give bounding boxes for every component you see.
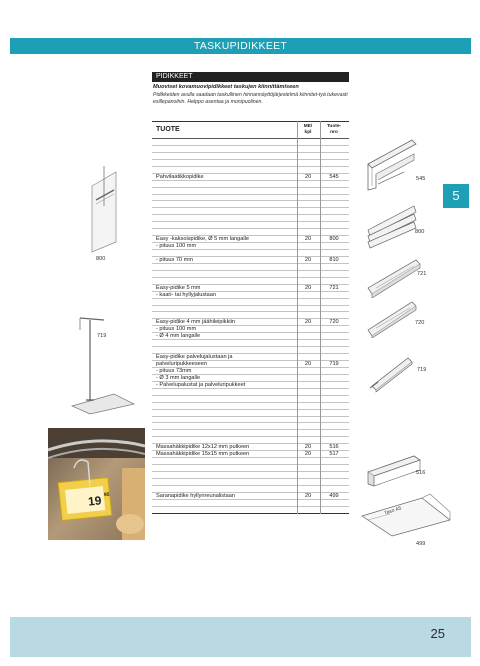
holder-516-illustration [364, 452, 424, 488]
store-shelf-photo [48, 428, 145, 540]
holder-721-illustration [366, 254, 422, 298]
header-qty-line2: kpl [304, 130, 312, 135]
product-cell: - pituus 73mm [156, 367, 192, 374]
section-intro: Pidikkeiden avulla saadaan taskullinen hinnannäyttöjärjestelmä kiinnitet-tyä tukevasti esillepanoihin. Helppo asentaa ja monipuolinen. [153, 92, 348, 106]
product-cell: - Ø 3 mm langalle [156, 374, 201, 381]
page-footer-bar [10, 617, 471, 657]
qty-cell: 20 [304, 236, 312, 243]
header-qty-line1: ME/ [303, 124, 313, 129]
label-516: 516 [416, 470, 426, 476]
holder-545-illustration [364, 134, 420, 196]
product-cell: Easy -kaksoispidike, Ø 5 mm langalle [156, 236, 249, 243]
holder-719-illustration [368, 352, 418, 394]
qty-cell: 20 [304, 173, 312, 180]
label-719-left: 719 [97, 333, 107, 339]
code-cell: 721 [329, 284, 339, 291]
qty-cell: 20 [304, 319, 312, 326]
holder-800-illustration [366, 202, 418, 250]
photo-price: 19 [87, 493, 103, 509]
product-cell: Pahvilaatikkopidike [156, 173, 204, 180]
section-subtitle: Muoviset kovamuovipidikkeet taskujen kiinnittämiseen [153, 84, 299, 90]
product-cell: - Ø 4 mm langalle [156, 333, 201, 340]
page-header-bar [10, 38, 471, 54]
code-cell: 499 [329, 492, 339, 499]
product-cell: - kaari- tai hyllyjalustaan [156, 291, 217, 298]
section-title: PIDIKKEET [156, 73, 193, 80]
product-cell: Massahäkkipidike 12x12 mm putkeen [156, 444, 250, 451]
qty-cell: 20 [304, 256, 312, 263]
section-title-bar [152, 72, 349, 82]
photo-price-cents: 95 [103, 491, 110, 499]
product-cell: Massahäkkipidike 15x15 mm putkeen [156, 451, 250, 458]
header-code [323, 124, 345, 136]
product-cell: Easy-pidike 4 mm jäähileipikkiin [156, 319, 235, 326]
product-cell: - pituus 70 mm [156, 256, 193, 263]
code-cell: 720 [329, 319, 339, 326]
product-cell: - pituus 100 mm [156, 243, 197, 250]
holder-499-illustration [360, 492, 452, 538]
code-cell: 719 [329, 361, 339, 367]
label-719-right: 719 [417, 367, 427, 373]
code-cell: 517 [329, 451, 339, 458]
label-720: 720 [415, 320, 425, 326]
code-cell: 800 [329, 236, 339, 243]
code-cell: 810 [329, 256, 339, 263]
product-cell: - pituus 100 mm [156, 326, 197, 333]
tag-499-text: Taso A5 [383, 505, 403, 517]
code-cell: 545 [329, 173, 339, 180]
column-divider [297, 121, 298, 514]
qty-cell: 20 [304, 284, 312, 291]
code-cell: 516 [329, 444, 339, 451]
label-721: 721 [417, 271, 427, 277]
product-cell: - Palvelupalustat ja palveluripukkeet [156, 381, 246, 388]
qty-cell: 20 [304, 492, 312, 499]
label-800-right: 800 [415, 229, 425, 235]
qty-cell: 20 [304, 451, 312, 458]
qty-cell: 20 [304, 361, 312, 367]
product-cell: Saranapidike hyllynreunalistaan [156, 492, 235, 499]
stand-719-illustration [60, 310, 140, 416]
product-cell: Easy-pidike palvelujalustaan ja [156, 354, 233, 361]
qty-cell: 20 [304, 444, 312, 451]
header-qty [300, 124, 316, 136]
label-800-left: 800 [96, 256, 106, 262]
product-photo [48, 428, 145, 540]
header-code-line2: nro [330, 130, 338, 135]
product-cell: palveluripukkeeseen [156, 361, 207, 367]
label-499: 499 [416, 541, 426, 547]
header-code-line1: Tuote- [326, 124, 342, 129]
holder-800-display-illustration [84, 166, 124, 254]
product-table [152, 121, 349, 514]
page-header-title: TASKUPIDIKKEET [193, 40, 288, 52]
page-number: 25 [430, 626, 445, 641]
column-divider [320, 121, 321, 514]
product-cell: Easy-pidike 5 mm [156, 284, 201, 291]
holder-720-illustration [366, 296, 418, 338]
header-product: TUOTE [156, 126, 180, 133]
label-545: 545 [416, 176, 426, 182]
chapter-tab [443, 184, 469, 208]
chapter-tab-label: 5 [452, 188, 460, 203]
